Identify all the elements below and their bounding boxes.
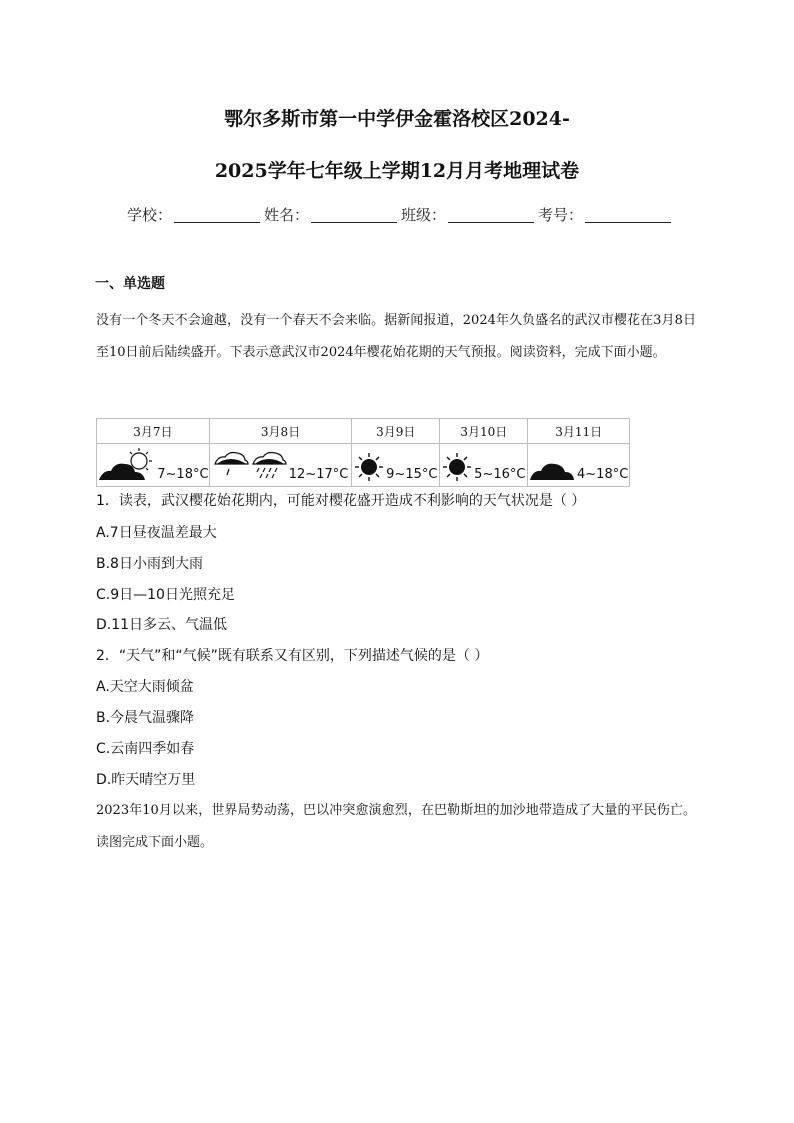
weather-forecast-table <box>96 418 630 487</box>
material-paragraph-2: 2023年10月以来，世界局势动荡，巴以冲突愈演愈烈，在巴勒斯坦的加沙地带造成了大量的平民伤亡。读图完成下面小题。 <box>96 803 696 850</box>
school-label: 学校： <box>127 206 173 224</box>
school-blank[interactable] <box>174 206 260 223</box>
question-1-option[interactable]: D.11日多云、气温低 <box>96 617 228 633</box>
question-1-option[interactable]: A.7日昼夜温差最大 <box>96 525 217 541</box>
forecast-temp: 4~18°C <box>577 467 629 482</box>
question-2-option[interactable]: C.云南四季如春 <box>96 741 195 757</box>
rain-icon <box>251 450 287 482</box>
sun-icon <box>442 452 472 482</box>
number-blank[interactable] <box>585 206 671 223</box>
forecast-cell <box>440 444 528 487</box>
student-info-row <box>127 204 675 225</box>
forecast-cell <box>97 444 210 487</box>
class-blank[interactable] <box>448 206 534 223</box>
forecast-cell <box>352 444 440 487</box>
question-1-option[interactable]: C.9日—10日光照充足 <box>96 587 235 603</box>
forecast-temp: 7~18°C <box>157 467 209 482</box>
forecast-date: 3月8日 <box>209 419 351 444</box>
number-label: 考号： <box>538 206 584 224</box>
exam-title-line-1: 鄂尔多斯市第一中学伊金霍洛校区2024- <box>224 108 570 130</box>
forecast-cell <box>528 444 630 487</box>
light-rain-icon <box>213 450 249 482</box>
name-label: 姓名： <box>264 206 310 224</box>
forecast-date: 3月11日 <box>528 419 630 444</box>
forecast-date: 3月10日 <box>440 419 528 444</box>
sun-icon <box>354 452 384 482</box>
forecast-date: 3月9日 <box>352 419 440 444</box>
exam-title-line-2: 2025学年七年级上学期12月月考地理试卷 <box>214 160 580 182</box>
forecast-temp: 9~15°C <box>386 467 438 482</box>
question-1-option[interactable]: B.8日小雨到大雨 <box>96 556 203 572</box>
forecast-temp: 5~16°C <box>474 467 526 482</box>
question-1-stem: 1．读表，武汉樱花始花期内，可能对樱花盛开造成不利影响的天气状况是（ ） <box>96 493 586 509</box>
question-2-stem: 2．“天气”和“气候”既有联系又有区别，下列描述气候的是（ ） <box>96 648 489 664</box>
material-paragraph-1: 没有一个冬天不会逾越，没有一个春天不会来临。据新闻报道，2024年久负盛名的武汉市樱花在3月8日至10日前后陆续盛开。下表示意武汉市2024年樱花始花期的天气预报。阅读资料，完成下面小题。 <box>96 313 696 360</box>
section-heading: 一、单选题 <box>95 276 165 292</box>
cloud-sun-icon <box>97 448 155 482</box>
forecast-cell <box>209 444 351 487</box>
name-blank[interactable] <box>311 206 397 223</box>
cloud-icon <box>529 458 575 482</box>
question-2-option[interactable]: A.天空大雨倾盆 <box>96 679 194 695</box>
class-label: 班级： <box>401 206 447 224</box>
forecast-temp: 12~17°C <box>288 467 349 482</box>
forecast-date: 3月7日 <box>97 419 210 444</box>
question-2-option[interactable]: B.今晨气温骤降 <box>96 710 195 726</box>
question-2-option[interactable]: D.昨天晴空万里 <box>96 772 196 788</box>
